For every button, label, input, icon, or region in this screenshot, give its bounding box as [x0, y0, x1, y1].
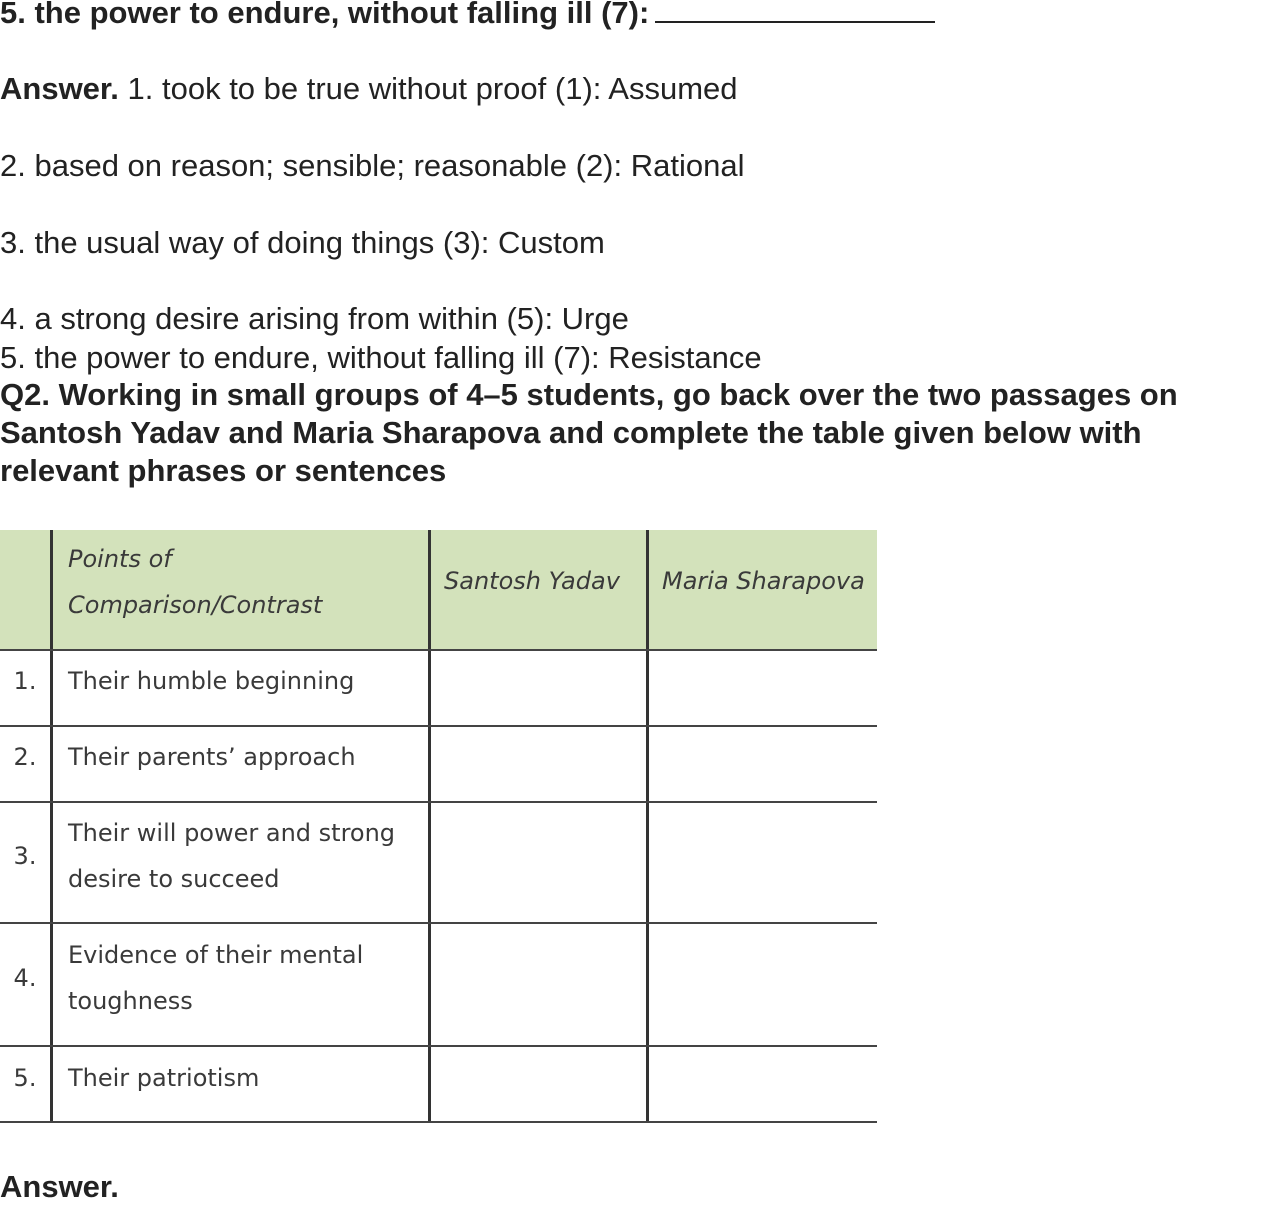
table-divider-horizontal [0, 725, 877, 727]
row-point-text-line2: desire to succeed [68, 865, 280, 893]
row-number: 1. [13, 667, 37, 695]
comparison-table [0, 530, 877, 1123]
answer-4-text: 4. a strong desire arising from within (5): Urge [0, 301, 629, 336]
answer-1-line [0, 70, 738, 108]
question-2-text: Q2. Working in small groups of 4–5 students, go back over the two passages on Santosh Yadav and Maria Sharapova and complete the table given below with relevant phrases or sentences [0, 377, 1178, 488]
answer-2-text: 2. based on reason; sensible; reasonable (2): Rational [0, 148, 745, 183]
row-point-text: Their parents’ approach [68, 743, 356, 771]
row-point-text-line2: toughness [68, 987, 193, 1015]
question-5-line [0, 0, 935, 32]
table-divider-horizontal [0, 1045, 877, 1047]
table-divider-horizontal [0, 801, 877, 803]
question-5-text: 5. the power to endure, without falling ill (7): [0, 0, 650, 30]
answer-3-text: 3. the usual way of doing things (3): Custom [0, 225, 605, 260]
answer-1-text: 1. took to be true without proof (1): Assumed [127, 71, 738, 106]
row-point-text: Evidence of their mental [68, 941, 364, 969]
header-santosh-yadav: Santosh Yadav [444, 567, 620, 595]
row-number: 4. [13, 964, 37, 992]
table-divider-vertical [646, 530, 649, 1123]
table-divider-horizontal [0, 922, 877, 924]
answer-blank [655, 0, 935, 23]
closing-answer-label: Answer. [0, 1169, 119, 1204]
row-number: 3. [13, 842, 37, 870]
row-point-text: Their patriotism [68, 1064, 260, 1092]
table-divider-vertical [428, 530, 431, 1123]
header-maria-sharapova: Maria Sharapova [662, 567, 865, 595]
row-number: 2. [13, 743, 37, 771]
row-number: 5. [13, 1064, 37, 1092]
header-points-line2: Comparison/Contrast [68, 591, 323, 619]
table-divider-horizontal [0, 649, 877, 651]
header-points-line1: Points of [68, 545, 172, 573]
answer-label: Answer. [0, 71, 119, 106]
row-point-text: Their will power and strong [68, 819, 396, 847]
table-divider-horizontal [0, 1121, 877, 1123]
row-point-text: Their humble beginning [68, 667, 355, 695]
answer-5-text: 5. the power to endure, without falling ill (7): Resistance [0, 340, 762, 375]
table-divider-vertical [50, 530, 53, 1123]
